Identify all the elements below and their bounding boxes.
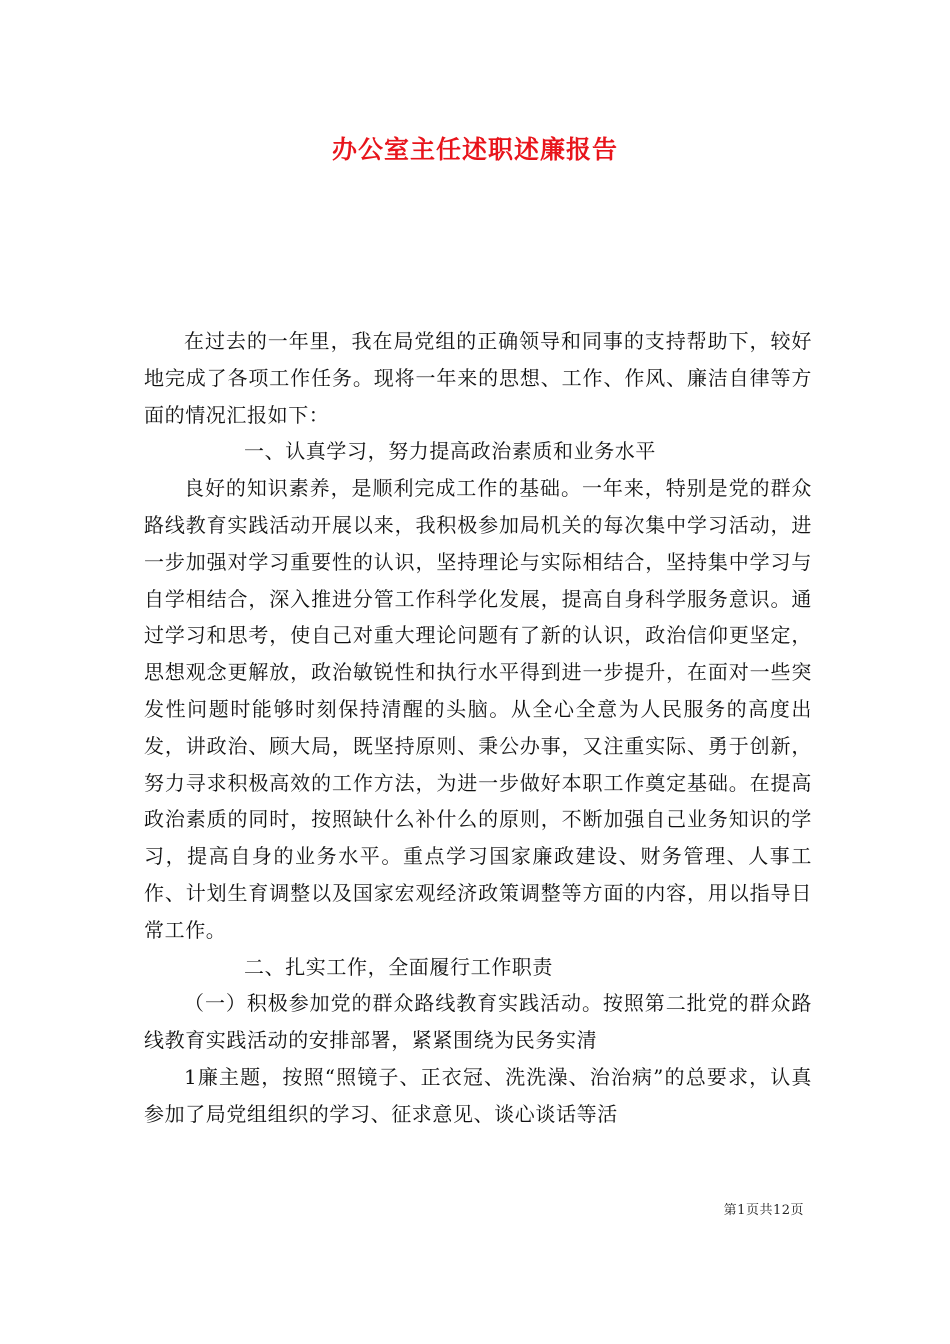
document-body — [144, 323, 812, 1133]
work-paragraph-2: 1廉主题，按照“照镜子、正衣冠、洗洗澡、治治病”的总要求，认真参加了局党组组织的学习、征求意见、谈心谈话等活 — [144, 1064, 812, 1126]
section-heading-2: 二、扎实工作，全面履行工作职责 — [244, 954, 553, 979]
work-paragraph-1: （一）积极参加党的群众路线教育实践活动。按照第二批党的群众路线教育实践活动的安排部署，紧紧围绕为民务实清 — [144, 991, 812, 1053]
document-title: 办公室主任述职述廉报告 — [331, 135, 618, 164]
page-number: 第1页共12页 — [723, 1203, 804, 1218]
intro-paragraph: 在过去的一年里，我在局党组的正确领导和同事的支持帮助下，较好地完成了各项工作任务。现将一年来的思想、工作、作风、廉洁自律等方面的情况汇报如下： — [144, 329, 812, 427]
study-paragraph: 良好的知识素养，是顺利完成工作的基础。一年来，特别是党的群众路线教育实践活动开展以来，我积极参加局机关的每次集中学习活动，进一步加强对学习重要性的认识，坚持理论与实际相结合，坚持集中学习与自学相结合，深入推进分管工作科学化发展，提高自身科学服务意识。通过学习和思考，使自己对重大理论问题有了新的认识，政治信仰更坚定，思想观念更解放，政治敏锐性和执行水平得到进一步提升，在面对一些突发性问题时能够时刻保持清醒的头脑。从全心全意为人民服务的高度出发，讲政治、顾大局，既坚持原则、秉公办事，又注重实际、勇于创新，努力寻求积极高效的工作方法，为进一步做好本职工作奠定基础。在提高政治素质的同时，按照缺什么补什么的原则，不断加强自己业务知识的学习，提高自身的业务水平。重点学习国家廉政建设、财务管理、人事工作、计划生育调整以及国家宏观经济政策调整等方面的内容，用以指导日常工作。 — [144, 476, 812, 942]
section-heading-1: 一、认真学习，努力提高政治素质和业务水平 — [244, 439, 656, 464]
